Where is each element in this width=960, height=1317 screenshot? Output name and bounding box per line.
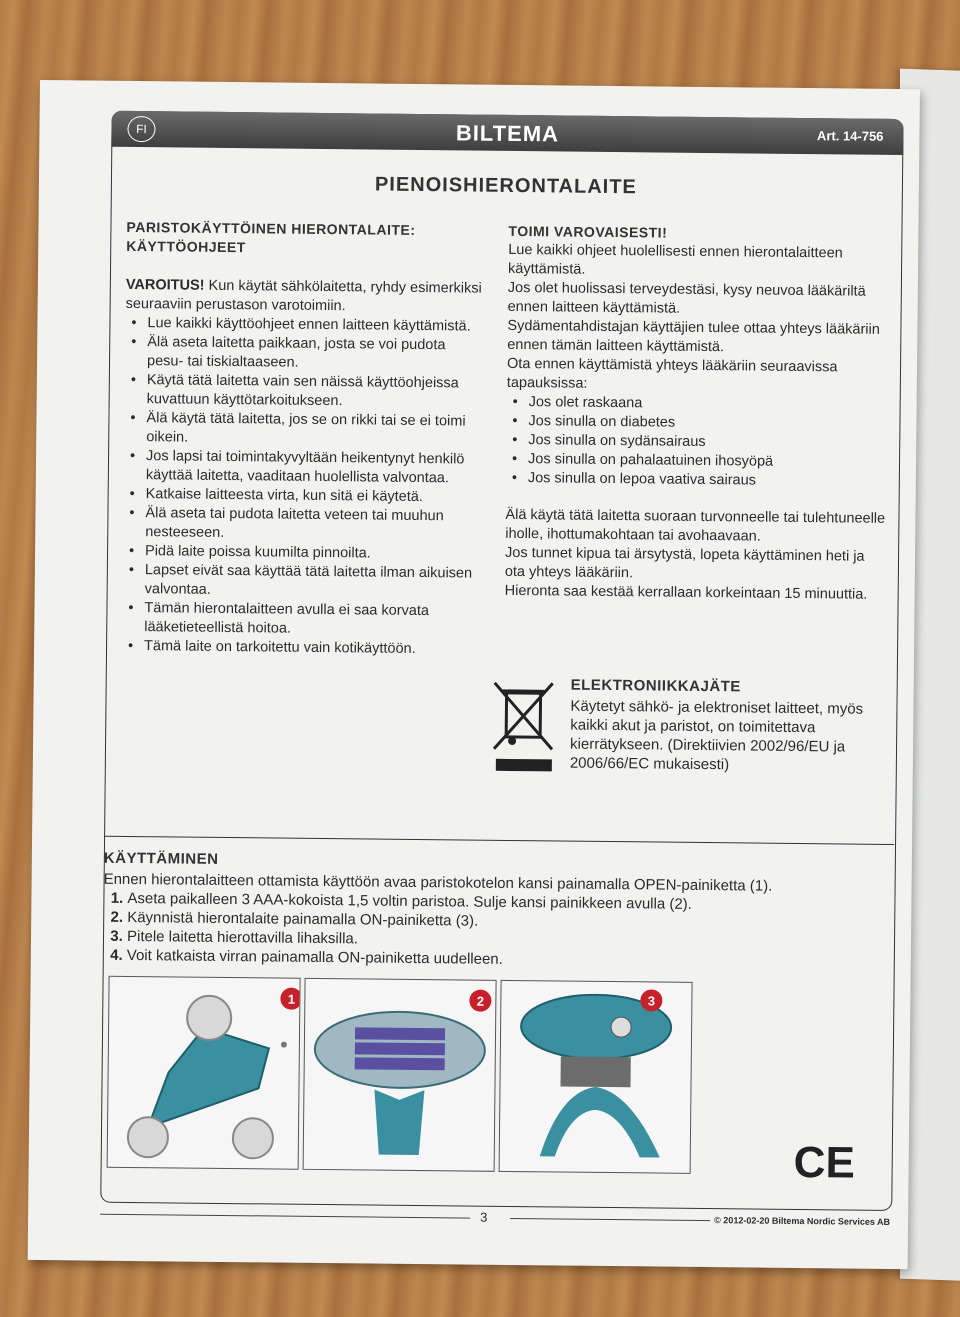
article-number: Art. 14-756 (816, 128, 884, 144)
list-item: • Lue kaikki käyttöohjeet ennen laitteen käyttämistä. (147, 314, 485, 337)
list-item: • Pidä laite poissa kuumilta pinnoilta. (145, 542, 483, 565)
badge-2: 2 (476, 993, 485, 1009)
list-item: • Älä käytä tätä laitetta, jos se on rikki tai se ei toimi oikein. (146, 409, 484, 451)
crossed-bin-icon (488, 675, 559, 776)
step-item: 4. Voit katkaista virran painamalla ON-painiketta uudelleen. (127, 946, 893, 973)
caution-paragraph-5: Älä käytä tätä laitetta suoraan turvonneelle tai tulehtuneelle iholle, ihottumakohtaan tai avohaavaan. (505, 506, 886, 545)
list-item: • Tämän hierontalaitteen avulla ei saa korvata lääketieteellistä hoitoa. (144, 599, 482, 641)
caution-paragraph-7: Hieronta saa kestää kerrallaan korkeintaan 15 minuuttia. (504, 582, 868, 603)
illustrations (107, 976, 699, 1172)
list-item: • Jos sinulla on lepoa vaativa sairaus (528, 469, 886, 492)
step-item: 2. Käynnistä hierontalaite painamalla ON-painiketta (3). (127, 908, 893, 935)
right-bullets (506, 393, 887, 492)
badge-1: 1 (287, 991, 296, 1007)
left-heading: PARISTOKÄYTTÖINEN HIERONTALAITE: KÄYTTÖOHJEET (126, 218, 416, 256)
warning-text: Kun käytät sähkölaitetta, ryhdy esimerkiksi seuraaviin perustason varotoimiin. (125, 277, 482, 315)
caution-paragraph-4: Ota ennen käyttämistä yhteys lääkäriin seuraavissa tapauksissa: (506, 355, 838, 392)
illustration-batteries (303, 978, 497, 1172)
page-number: 3 (480, 1209, 488, 1225)
caution-paragraph-3: Sydämentahdistajan käyttäjien tulee ottaa yhteys lääkäriin ennen tämän laitteen käyttämistä. (507, 317, 880, 356)
step-item: 3. Pitele laitetta hierottavilla lihaksilla. (127, 927, 893, 954)
step-item: 1. Aseta paikalleen 3 AAA-kokoista 1,5 voltin paristoa. Sulje kansi painikkeen avulla (2). (127, 889, 893, 916)
brand-logo: BILTEMA (455, 120, 560, 147)
list-item: • Jos sinulla on pahalaatuinen ihosyöpä (528, 450, 886, 473)
page-title: PIENOISHIERONTALAITE (374, 173, 637, 199)
copyright: © 2012-02-20 Biltema Nordic Services AB (714, 1215, 891, 1227)
footer-line-left (100, 1214, 470, 1219)
illustration-open-button (107, 976, 301, 1170)
weee-text: Käytetyt sähkö- ja elektroniset laitteet, myös kaikki akut ja paristot, on toimitettava kierrätykseen. (Direktiivien 2002/96/EU ja 2006/66/EC mukaisesti) (569, 697, 864, 774)
badge-3: 3 (647, 993, 656, 1009)
list-item: • Katkaise laitteesta virta, kun sitä ei käytetä. (146, 485, 484, 508)
battery-image (304, 979, 496, 1171)
illustration-on-button (499, 980, 693, 1174)
left-column (122, 218, 487, 660)
language-badge: FI (127, 116, 155, 142)
caution-paragraph-2: Jos olet huolissasi terveydestäsi, kysy neuvoa lääkäriltä ennen laitteen käyttämistä. (507, 279, 866, 317)
right-heading: TOIMI VAROVAISESTI! (508, 222, 668, 241)
usage-heading: KÄYTTÄMINEN (103, 849, 219, 868)
on-button-image (500, 981, 692, 1173)
massager-image (108, 977, 300, 1169)
list-item: • Älä aseta laitetta paikkaan, josta se voi pudota pesu- tai tiskialtaaseen. (147, 333, 485, 375)
list-item: • Lapset eivät saa käyttää tätä laitetta ilman aikuisen valvontaa. (145, 561, 483, 603)
warning-paragraph (126, 276, 486, 318)
usage-intro: Ennen hierontalaitteen ottamista käyttöön avaa paristokotelon kansi painamalla OPEN-painiketta (1). (103, 870, 773, 895)
right-column (505, 222, 889, 605)
list-item: • Jos lapsi tai toimintakyvyltään heikentynyt henkilö käyttää laitetta, vaaditaan huolellista valvontaa. (146, 447, 484, 489)
ce-mark: CE (793, 1137, 856, 1188)
caution-paragraph-1: Lue kaikki ohjeet huolellisesti ennen hierontalaitteen käyttämistä. (507, 241, 843, 278)
left-bullets (122, 314, 486, 660)
weee-heading: ELEKTRONIIKKAJÄTE (570, 676, 741, 696)
list-item: • Tämä laite on tarkoitettu vain kotikäyttöön. (144, 637, 482, 660)
list-item: • Käytä tätä laitetta vain sen näissä käyttöohjeissa kuvattuun käyttötarkoitukseen. (147, 371, 485, 413)
weee-section (487, 675, 888, 809)
list-item: • Jos sinulla on sydänsairaus (528, 431, 886, 454)
footer-line-right (510, 1218, 710, 1221)
weee-text-block (570, 676, 891, 776)
caution-paragraph-6: Jos tunnet kipua tai ärsytystä, lopeta käyttäminen heti ja ota yhteys lääkäriin. (504, 544, 865, 582)
manual-page (28, 80, 920, 1269)
list-item: • Jos olet raskaana (529, 393, 887, 416)
list-item: • Jos sinulla on diabetes (528, 412, 886, 435)
warning-label: VAROITUS! (125, 276, 205, 294)
usage-steps (103, 889, 894, 973)
usage-section (103, 849, 894, 973)
page-footer (100, 1206, 890, 1234)
list-item: • Älä aseta tai pudota laitetta veteen tai muuhun nesteeseen. (145, 504, 483, 546)
